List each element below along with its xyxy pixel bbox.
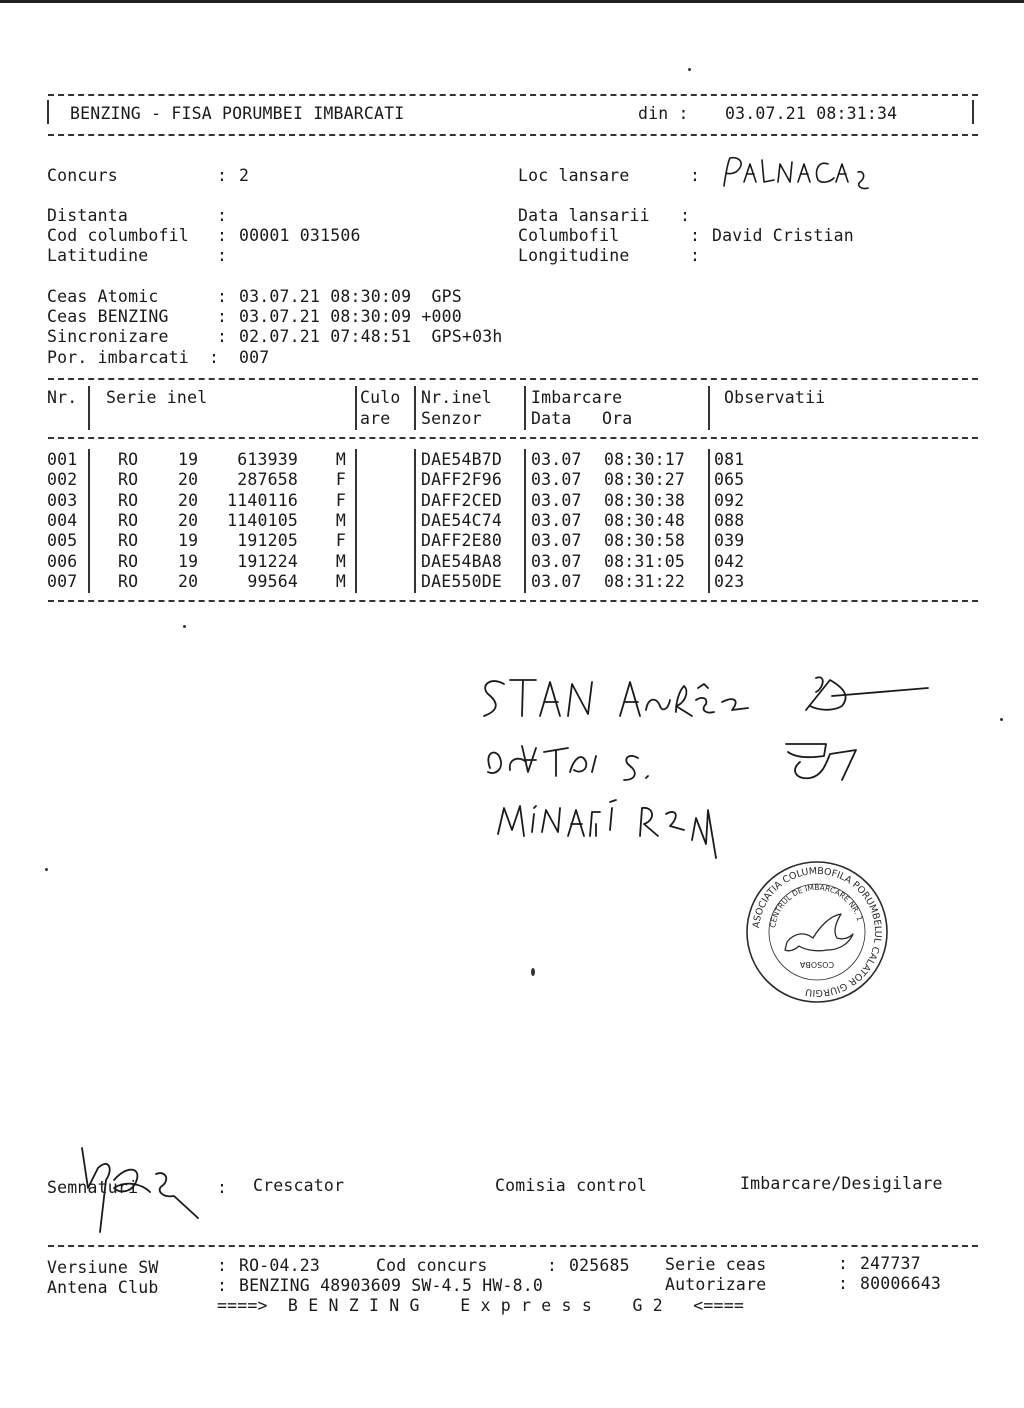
footer-rule	[48, 1245, 978, 1247]
din-value: 03.07.21 08:31:34	[725, 104, 898, 123]
row-ring-number: 1140116	[227, 490, 298, 510]
row-year: 19	[178, 531, 199, 551]
row-date: 03.07	[531, 510, 582, 530]
versiune-sw-label: Versiune SW	[47, 1258, 159, 1277]
col-header-imbarcare: Imbarcare	[531, 388, 623, 407]
scan-speck	[688, 68, 691, 71]
cod-columbofil-colon: :	[217, 226, 228, 245]
autorizare-label: Autorizare	[665, 1275, 767, 1294]
ceas-benzing-colon: :	[217, 307, 228, 326]
cod-concurs-colon: :	[547, 1256, 558, 1275]
col-header-ora: Ora	[602, 409, 633, 428]
row-nr: 004	[47, 510, 78, 530]
distanta-colon: :	[217, 206, 228, 225]
col-sep	[88, 449, 90, 593]
header-top-rule	[48, 94, 978, 96]
row-sensor: DAFF2F96	[421, 470, 503, 490]
header-right-bar	[972, 100, 974, 124]
din-label: din :	[638, 104, 689, 123]
scan-speck	[1000, 718, 1003, 721]
table-bottom-rule	[48, 600, 978, 602]
row-observatii: 023	[714, 571, 745, 591]
columbofil-colon: :	[690, 226, 701, 245]
latitudine-colon: :	[217, 246, 228, 265]
row-nr: 006	[47, 551, 78, 571]
row-time: 08:30:17	[604, 450, 686, 469]
por-imbarcati-colon: :	[209, 348, 220, 367]
stamp-outer-text: ASOCIATIA COLUMBOFILA PORUMBELUL CALATOR GIURGIU	[751, 865, 884, 999]
row-time: 08:30:58	[604, 531, 686, 551]
columbofil-value: David Cristian	[712, 226, 854, 245]
row-nr: 005	[47, 531, 78, 551]
row-ring-number: 613939	[237, 450, 298, 469]
por-imbarcati-value: 007	[239, 348, 270, 367]
col-header-serie-inel: Serie inel	[106, 388, 208, 407]
col-sep	[708, 386, 710, 430]
sincronizare-value: 02.07.21 07:48:51 GPS+03h	[239, 327, 503, 346]
handwritten-commission-names	[470, 640, 950, 870]
row-ring-number: 191205	[237, 531, 298, 551]
row-nr: 007	[47, 571, 78, 591]
ceas-benzing-value: 03.07.21 08:30:09 +000	[239, 307, 462, 326]
row-year: 19	[178, 551, 199, 571]
loc-lansare-label: Loc lansare	[518, 166, 630, 185]
serie-ceas-colon: :	[838, 1254, 849, 1273]
stamp-place: COSOBA	[799, 960, 835, 969]
por-imbarcati-label: Por. imbarcati	[47, 348, 189, 367]
row-ring-number: 99564	[247, 571, 298, 591]
col-sep	[524, 386, 526, 430]
col-header-nr: Nr.	[47, 388, 78, 407]
row-date: 03.07	[531, 531, 582, 551]
scan-speck	[183, 625, 186, 628]
col-sep	[708, 449, 710, 593]
row-sensor: DAFF2CED	[421, 490, 503, 510]
col-sep	[414, 386, 416, 430]
row-date: 03.07	[531, 470, 582, 490]
row-country: RO	[118, 571, 139, 591]
cod-concurs-value: 025685	[569, 1256, 630, 1275]
row-sensor: DAE54BA8	[421, 551, 503, 571]
row-time: 08:30:38	[604, 490, 686, 510]
table-header-rule	[48, 437, 978, 439]
cod-columbofil-label: Cod columbofil	[47, 226, 189, 245]
autorizare-value: 80006643	[860, 1274, 942, 1293]
row-country: RO	[118, 510, 139, 530]
serie-ceas-label: Serie ceas	[665, 1255, 767, 1274]
row-observatii: 088	[714, 510, 745, 530]
col-sep	[524, 449, 526, 593]
benzing-express-banner: ====> B E N Z I N G E x p r e s s G 2 <====	[217, 1296, 744, 1315]
row-sex: M	[335, 510, 346, 530]
col-header-are: are	[360, 409, 391, 428]
ceas-atomic-label: Ceas Atomic	[47, 287, 159, 306]
document-title: BENZING - FISA PORUMBEI IMBARCATI	[70, 104, 405, 123]
row-time: 08:31:05	[604, 551, 686, 571]
row-time: 08:31:22	[604, 571, 686, 591]
row-sex: F	[335, 490, 346, 510]
row-observatii: 092	[714, 490, 745, 510]
ceas-benzing-label: Ceas BENZING	[47, 307, 169, 326]
row-sensor: DAFF2E80	[421, 531, 503, 551]
row-sex: F	[335, 470, 346, 490]
header-left-bar	[47, 100, 49, 124]
sincronizare-colon: :	[217, 327, 228, 346]
data-lansarii-label: Data lansarii	[518, 206, 650, 225]
latitudine-label: Latitudine	[47, 246, 149, 265]
row-nr: 003	[47, 490, 78, 510]
longitudine-label: Longitudine	[518, 246, 630, 265]
distanta-label: Distanta	[47, 206, 129, 225]
association-stamp	[743, 858, 891, 1006]
antena-club-label: Antena Club	[47, 1278, 159, 1297]
row-year: 20	[178, 470, 199, 490]
col-header-data: Data	[531, 409, 572, 428]
row-date: 03.07	[531, 551, 582, 571]
col-header-nr-inel: Nr.inel	[421, 388, 492, 407]
row-country: RO	[118, 450, 139, 469]
antena-colon: :	[217, 1276, 228, 1295]
row-sensor: DAE54C74	[421, 510, 503, 530]
data-lansarii-colon: :	[680, 206, 691, 225]
row-observatii: 039	[714, 531, 745, 551]
semnaturi-label: Semnaturi	[47, 1178, 139, 1197]
row-observatii: 042	[714, 551, 745, 571]
col-sep	[414, 449, 416, 593]
row-nr: 002	[47, 470, 78, 490]
col-header-observatii: Observatii	[724, 388, 826, 407]
row-sex: M	[335, 450, 346, 469]
row-year: 20	[178, 571, 199, 591]
sincronizare-label: Sincronizare	[47, 327, 169, 346]
row-sex: M	[335, 551, 346, 571]
row-observatii: 081	[714, 450, 745, 469]
row-observatii: 065	[714, 470, 745, 490]
row-country: RO	[118, 470, 139, 490]
versiune-sw-value: RO-04.23	[239, 1256, 321, 1275]
columbofil-label: Columbofil	[518, 226, 620, 245]
row-country: RO	[118, 531, 139, 551]
row-date: 03.07	[531, 490, 582, 510]
row-ring-number: 1140105	[227, 510, 298, 530]
table-top-rule	[48, 378, 978, 380]
autorizare-colon: :	[838, 1274, 849, 1293]
cod-concurs-label: Cod concurs	[376, 1256, 488, 1275]
stamp-inner-text: CENTRUL DE IMBARCARE NR. 1	[768, 882, 865, 929]
row-nr: 001	[47, 450, 78, 469]
loc-lansare-colon: :	[690, 166, 701, 185]
scan-speck	[531, 968, 535, 976]
row-year: 19	[178, 450, 199, 469]
longitudine-colon: :	[690, 246, 701, 265]
crescator-label: Crescator	[253, 1176, 345, 1195]
row-country: RO	[118, 551, 139, 571]
concurs-colon: :	[217, 166, 228, 185]
row-date: 03.07	[531, 571, 582, 591]
row-country: RO	[118, 490, 139, 510]
row-sex: M	[335, 571, 346, 591]
concurs-value: 2	[239, 166, 250, 185]
row-sensor: DAE550DE	[421, 571, 503, 591]
col-header-culo: Culo	[360, 388, 401, 407]
serie-ceas-value: 247737	[860, 1254, 921, 1273]
col-header-senzor: Senzor	[421, 409, 482, 428]
row-year: 20	[178, 510, 199, 530]
semnaturi-colon: :	[217, 1178, 228, 1197]
header-bottom-rule	[48, 134, 978, 136]
row-time: 08:30:48	[604, 510, 686, 530]
row-year: 20	[178, 490, 199, 510]
row-sensor: DAE54B7D	[421, 450, 503, 469]
versiune-colon: :	[217, 1256, 228, 1275]
antena-club-value: BENZING 48903609 SW-4.5 HW-8.0	[239, 1276, 544, 1295]
row-date: 03.07	[531, 450, 582, 469]
row-ring-number: 191224	[237, 551, 298, 571]
scan-speck	[45, 868, 48, 871]
col-sep	[88, 386, 90, 430]
col-sep	[355, 386, 357, 430]
row-sex: F	[335, 531, 346, 551]
row-time: 08:30:27	[604, 470, 686, 490]
imbarcare-desigilare-label: Imbarcare/Desigilare	[740, 1174, 943, 1193]
col-sep	[355, 449, 357, 593]
cod-columbofil-value: 00001 031506	[239, 226, 361, 245]
loc-lansare-handwritten	[718, 152, 878, 200]
scan-top-edge	[0, 0, 1024, 3]
ceas-atomic-value: 03.07.21 08:30:09 GPS	[239, 287, 462, 306]
dove-icon	[785, 914, 853, 951]
row-ring-number: 287658	[237, 470, 298, 490]
concurs-label: Concurs	[47, 166, 118, 185]
comisia-control-label: Comisia control	[495, 1176, 648, 1195]
ceas-atomic-colon: :	[217, 287, 228, 306]
